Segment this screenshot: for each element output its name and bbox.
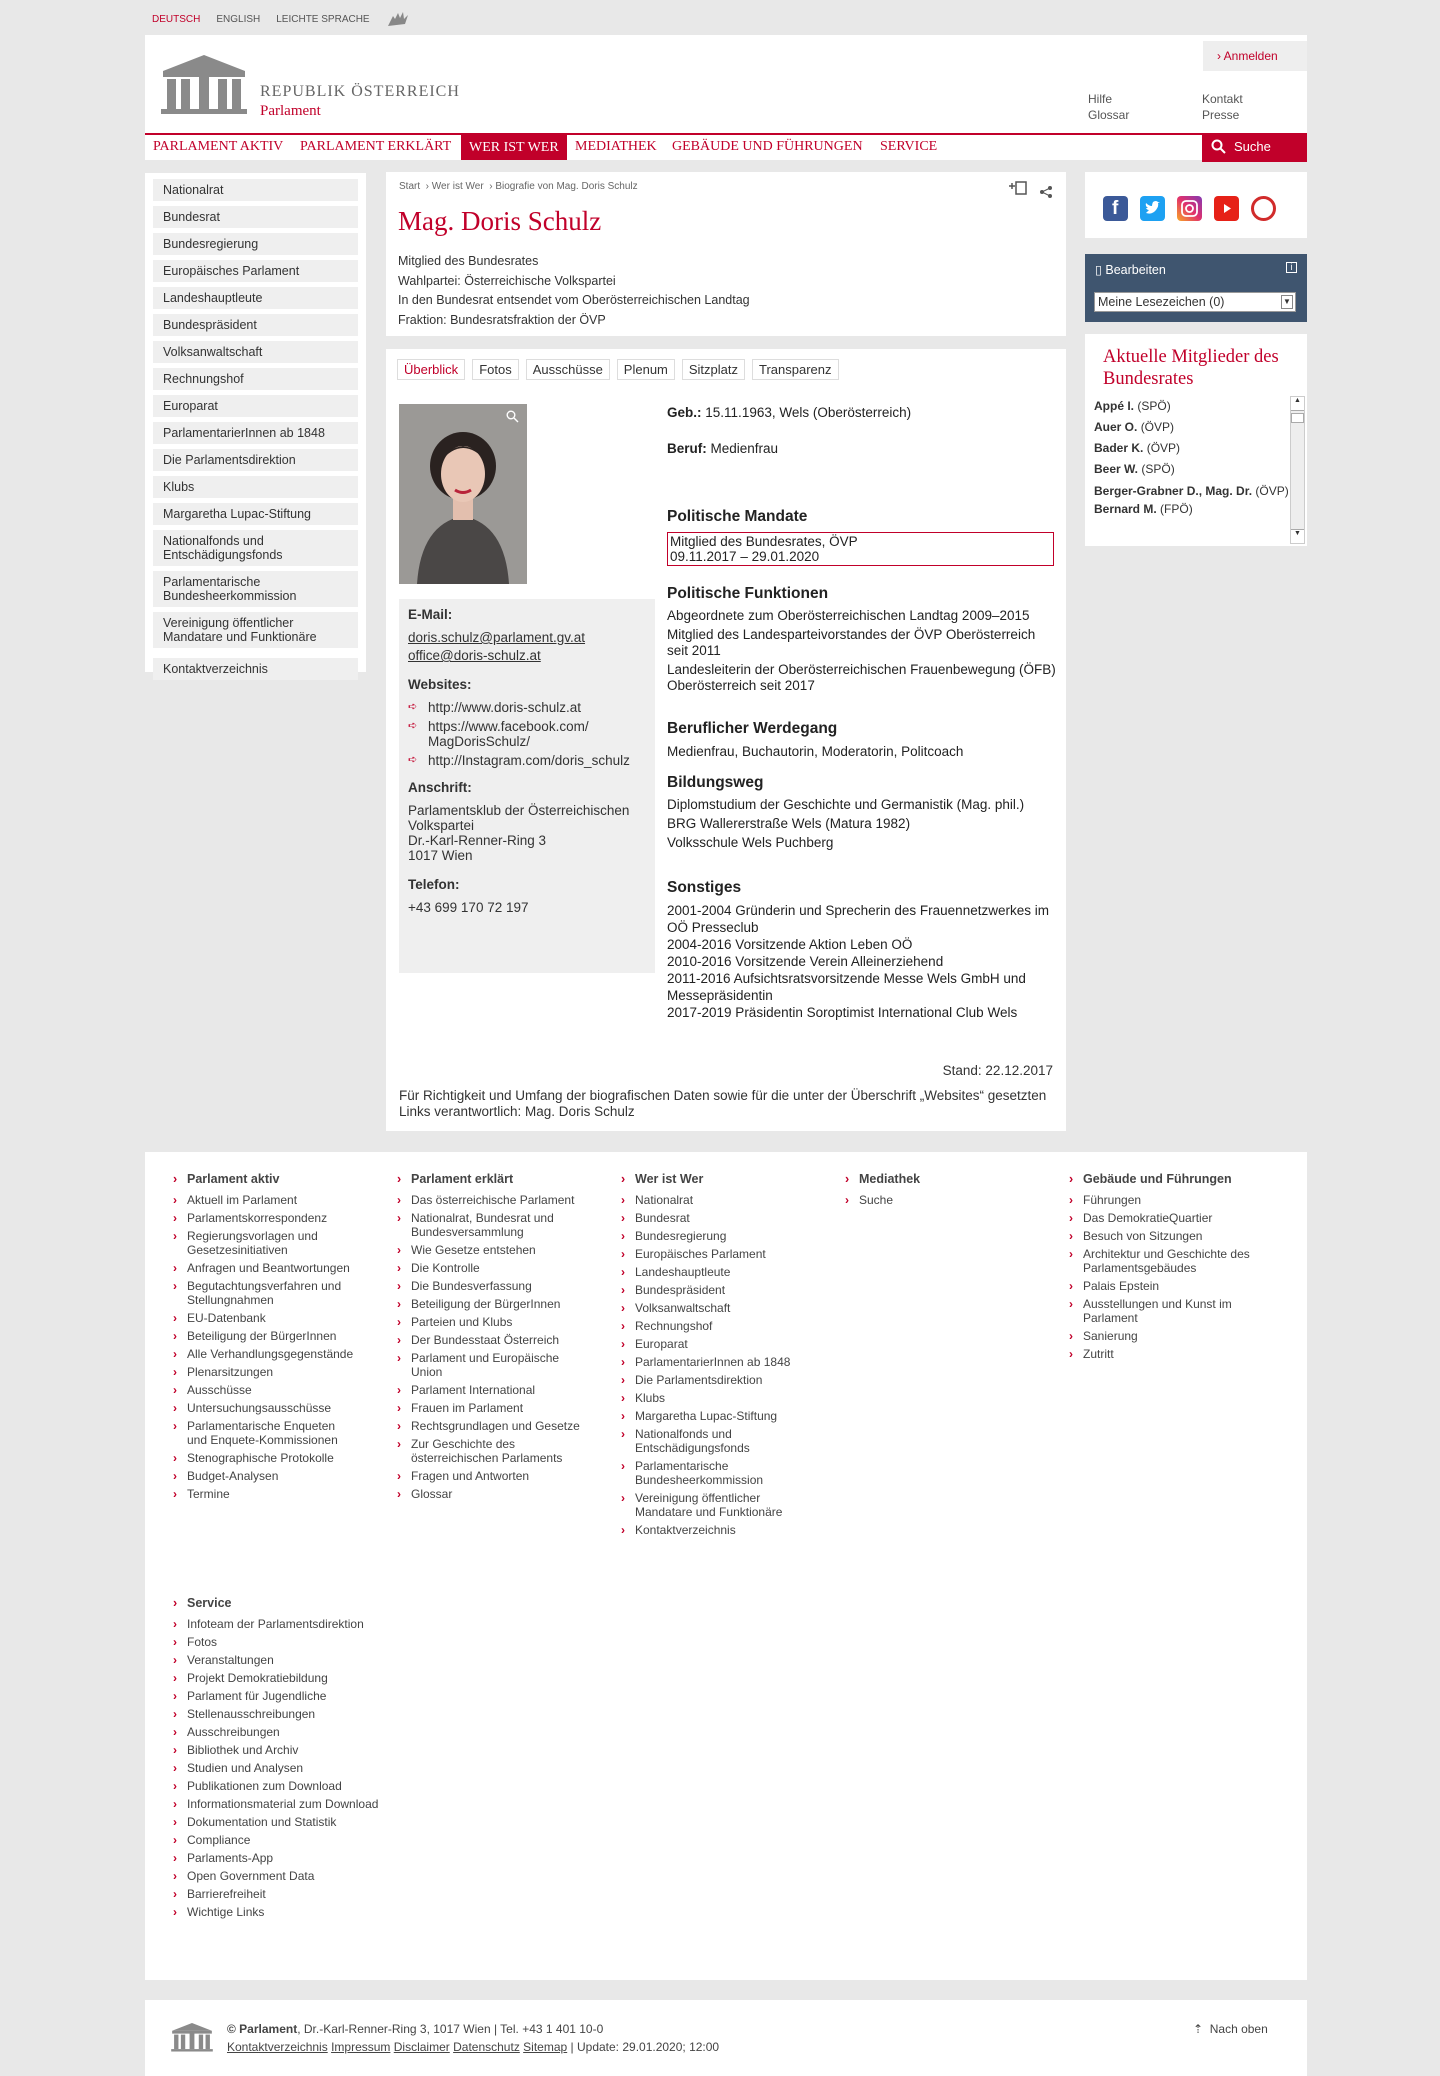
footer-heading[interactable]: › Gebäude und Führungen [1069, 1172, 1254, 1186]
member-item[interactable] [1094, 438, 1296, 459]
member-item[interactable] [1094, 417, 1296, 438]
footer-link[interactable]: › Dokumentation und Statistik [173, 1815, 393, 1829]
bio-header [386, 172, 1066, 336]
contact-box [399, 599, 655, 973]
edit-box [1085, 254, 1307, 322]
portrait-photo[interactable] [399, 404, 527, 584]
help-link[interactable]: Hilfe [1088, 92, 1113, 106]
external-link-icon: ➪ [408, 754, 418, 766]
footer-link[interactable]: › Fragen und Antworten [397, 1469, 582, 1483]
member-party: (ÖVP) [1140, 420, 1175, 434]
footer-heading[interactable]: › Parlament aktiv [173, 1172, 358, 1186]
members-title: Aktuelle Mitglieder des Bundesrates [1103, 347, 1279, 389]
edit-label: Bearbeiten [1105, 263, 1166, 277]
parliament-logo[interactable] [159, 53, 249, 115]
nav-parlament-aktiv[interactable]: PARLAMENT AKTIV [153, 139, 284, 154]
footer-link[interactable]: › Wichtige Links [173, 1905, 393, 1919]
profession-info [667, 441, 1057, 456]
parliament-logo-small [170, 2022, 214, 2052]
footer-link[interactable]: › Bundesregierung [621, 1229, 806, 1243]
footer-link[interactable]: › Beteiligung der BürgerInnen [397, 1297, 582, 1311]
tab-plenum[interactable]: Plenum [617, 359, 675, 380]
update-info: | Update: 29.01.2020; 12:00 [570, 2040, 720, 2054]
language-bar [152, 14, 370, 25]
footer-link[interactable]: › Margaretha Lupac-Stiftung [621, 1409, 806, 1423]
header [145, 35, 1307, 133]
logo-title: REPUBLIK ÖSTERREICH [260, 83, 460, 100]
education-item: Volksschule Wels Puchberg [667, 835, 834, 850]
section-heading: Beruflicher Werdegang [667, 720, 838, 737]
footer-link[interactable]: › Die Kontrolle [397, 1261, 582, 1275]
profession-value: Medienfrau [710, 441, 779, 456]
members-scrollbar[interactable] [1290, 396, 1305, 544]
mandate-box [667, 532, 1054, 566]
tab-bar [397, 359, 839, 380]
footer-link[interactable]: › Budget-Analysen [173, 1469, 358, 1483]
org-address: , Dr.-Karl-Renner-Ring 3, 1017 Wien | Tel. +43 1 401 10-0 [297, 2022, 604, 2036]
section-heading: Bildungsweg [667, 774, 764, 791]
bottom-links [227, 2040, 719, 2054]
nav-wer-ist-wer[interactable]: WER IST WER [461, 133, 567, 160]
member-party: (FPÖ) [1160, 502, 1193, 516]
footer-link[interactable]: › Ausschreibungen [173, 1725, 393, 1739]
scroll-up-icon[interactable]: ▲ [1291, 397, 1304, 411]
tab-transparenz[interactable]: Transparenz [752, 359, 839, 380]
websites-label: Websites: [408, 677, 472, 692]
footer-link[interactable]: › Palais Epstein [1069, 1279, 1254, 1293]
website-link[interactable]: http://Instagram.com/doris_schulz [428, 753, 630, 768]
phone-label: Telefon: [408, 877, 460, 892]
education-section [667, 775, 1057, 854]
login-label: Anmelden [1223, 49, 1278, 63]
footer-link[interactable]: › Ausstellungen und Kunst im Parlament [1069, 1297, 1254, 1325]
footer-link[interactable]: › Begutachtungsverfahren und Stellungnahmen [173, 1279, 358, 1307]
misc-item: 2004-2016 Vorsitzende Aktion Leben OÖ [667, 937, 913, 952]
misc-section [667, 879, 1057, 1021]
external-link-icon: ➪ [408, 720, 418, 732]
sidebar-item-rechnungshof[interactable]: Rechnungshof [153, 368, 358, 390]
nav-parlament-erklaert[interactable]: PARLAMENT ERKLÄRT [300, 139, 452, 154]
footer-link[interactable]: › Parteien und Klubs [397, 1315, 582, 1329]
footer-link[interactable]: › Kontaktverzeichnis [621, 1523, 806, 1537]
footer-link[interactable]: › Rechtsgrundlagen und Gesetze [397, 1419, 582, 1433]
sidebar-item-lupac[interactable]: Margaretha Lupac-Stiftung [153, 503, 358, 525]
social-box [1085, 172, 1307, 238]
address-label: Anschrift: [408, 780, 472, 795]
footer-link[interactable]: › Landeshauptleute [621, 1265, 806, 1279]
footer-link[interactable]: › ParlamentarierInnen ab 1848 [621, 1355, 806, 1369]
sidebar-item-bundesregierung[interactable]: Bundesregierung [153, 233, 358, 255]
nav-mediathek[interactable]: MEDIATHEK [575, 139, 657, 154]
footer-link[interactable]: › Aktuell im Parlament [173, 1193, 358, 1207]
footer-link[interactable]: › Bibliothek und Archiv [173, 1743, 393, 1757]
address-line: Dr.-Karl-Renner-Ring 3 [408, 833, 547, 848]
footer-link[interactable]: › Das DemokratieQuartier [1069, 1211, 1254, 1225]
sidebar-item-kontaktverzeichnis[interactable]: Kontaktverzeichnis [153, 658, 358, 680]
bookmarks-value: Meine Lesezeichen (0) [1098, 295, 1225, 309]
footer-link[interactable]: › Wie Gesetze entstehen [397, 1243, 582, 1257]
footer-link[interactable]: › Zur Geschichte des österreichischen Parlaments [397, 1437, 582, 1465]
mandate-line: 09.11.2017 – 29.01.2020 [670, 549, 820, 564]
member-name: Auer O. [1094, 420, 1138, 434]
footer-link[interactable]: › Parlament und Europäische Union [397, 1351, 582, 1379]
misc-item: 2011-2016 Aufsichtsratsvorsitzende Messe Wels GmbH und Messepräsidentin [667, 971, 1026, 1003]
last-updated: Stand: 22.12.2017 [942, 1063, 1053, 1078]
lang-easy[interactable]: LEICHTE SPRACHE [276, 14, 370, 25]
footer-link[interactable]: › Fotos [173, 1635, 393, 1649]
footer-link[interactable]: › Ausschüsse [173, 1383, 358, 1397]
page-title: Mag. Doris Schulz [398, 206, 602, 236]
footer-col-wer-ist-wer [621, 1172, 806, 1541]
member-party: (SPÖ) [1137, 399, 1171, 413]
footer-link[interactable]: › Europarat [621, 1337, 806, 1351]
bio-line-role: Mitglied des Bundesrates [398, 254, 539, 268]
function-item: Landesleiterin der Oberösterreichischen Frauenbewegung (ÖFB) Oberösterreich seit 2017 [667, 662, 1056, 693]
birth-info [667, 405, 1057, 420]
footer-link[interactable]: › Publikationen zum Download [173, 1779, 393, 1793]
address [408, 803, 646, 863]
footer-link[interactable]: › Die Bundesverfassung [397, 1279, 582, 1293]
footer-link[interactable]: › Bundespräsident [621, 1283, 806, 1297]
login-button[interactable] [1203, 41, 1307, 71]
sidebar-item-bundesheerkommission[interactable]: Parlamentarische Bundesheerkommission [153, 571, 358, 607]
sidebar [145, 173, 366, 676]
footer-link[interactable]: › Parlament International [397, 1383, 582, 1397]
section-heading: Politische Funktionen [667, 585, 829, 602]
email-label: E-Mail: [408, 607, 453, 622]
sidebar-item-parlamentsdirektion[interactable]: Die Parlamentsdirektion [153, 449, 358, 471]
members-list [1094, 396, 1296, 540]
footer-col-mediathek [845, 1172, 1030, 1211]
function-item: Abgeordnete zum Oberösterreichischen Landtag 2009–2015 [667, 608, 1030, 623]
footer-link[interactable]: › Besuch von Sitzungen [1069, 1229, 1254, 1243]
footer-link[interactable]: › Der Bundesstaat Österreich [397, 1333, 582, 1347]
section-heading: Politische Mandate [667, 508, 808, 525]
sidebar-item-bundesrat[interactable]: Bundesrat [153, 206, 358, 228]
function-item: Mitglied des Landesparteivorstandes der ÖVP Oberösterreich seit 2011 [667, 627, 1036, 658]
breadcrumb: Start › Wer ist Wer › Biografie von Mag. Doris Schulz [399, 181, 638, 192]
footer [145, 1152, 1307, 1980]
footer-link[interactable]: › Alle Verhandlungsgegenstände [173, 1347, 358, 1361]
portrait-image [399, 404, 527, 584]
bookmarks-select[interactable] [1094, 292, 1296, 312]
profession-label: Beruf: [667, 441, 707, 456]
footer-link[interactable]: › Glossar [397, 1487, 582, 1501]
glossary-link[interactable]: Glossar [1088, 108, 1130, 122]
address-line: 1017 Wien [408, 848, 473, 863]
share-icon[interactable] [1039, 185, 1053, 199]
back-to-top-label: Nach oben [1209, 2022, 1268, 2036]
main-nav [145, 133, 1307, 160]
misc-item: 2001-2004 Gründerin und Sprecherin des Frauennetzwerkes im OÖ Presseclub [667, 903, 1049, 935]
footer-link[interactable]: › Frauen im Parlament [397, 1401, 582, 1415]
career-item: Medienfrau, Buchautorin, Moderatorin, Politcoach [667, 744, 964, 759]
website-item[interactable] [408, 719, 646, 749]
functions-section [667, 586, 1057, 697]
footer-link[interactable]: › Volksanwaltschaft [621, 1301, 806, 1315]
footer-link[interactable]: › Open Government Data [173, 1869, 393, 1883]
footer-link[interactable]: › Vereinigung öffentlicher Mandatare und Funktionäre [621, 1491, 806, 1519]
tab-ueberblick[interactable]: Überblick [397, 359, 465, 380]
footer-link[interactable]: › Parlament für Jugendliche [173, 1689, 393, 1703]
footer-link[interactable]: › Anfragen und Beantwortungen [173, 1261, 358, 1275]
bottom-bar [145, 2000, 1307, 2076]
footer-col-service [173, 1596, 393, 1923]
misc-item: 2010-2016 Vorsitzende Verein Alleinerziehend [667, 954, 944, 969]
scroll-thumb[interactable] [1291, 413, 1304, 423]
footer-link[interactable]: › Stellenausschreibungen [173, 1707, 393, 1721]
member-item[interactable] [1094, 484, 1296, 498]
footer-link[interactable]: › Stenographische Protokolle [173, 1451, 358, 1465]
facebook-icon[interactable]: f [1103, 196, 1128, 221]
footer-col-parlament-aktiv [173, 1172, 358, 1505]
tab-fotos[interactable]: Fotos [472, 359, 519, 380]
instagram-icon[interactable] [1177, 196, 1202, 221]
chevron-right-icon: › [1217, 49, 1221, 63]
breadcrumb-start[interactable]: Start [399, 181, 421, 192]
sidebar-item-eu-parlament[interactable]: Europäisches Parlament [153, 260, 358, 282]
footer-link[interactable]: › Nationalrat, Bundesrat und Bundesversammlung [397, 1211, 582, 1239]
footer-link[interactable]: › Compliance [173, 1833, 393, 1847]
birth-label: Geb.: [667, 405, 702, 420]
footer-link-impressum[interactable]: Impressum [331, 2040, 391, 2054]
contact-link[interactable]: Kontakt [1202, 92, 1243, 106]
website-link[interactable]: http://www.doris-schulz.at [428, 700, 582, 715]
sidebar-item-nationalfonds[interactable]: Nationalfonds und Entschädigungsfonds [153, 530, 358, 566]
member-name: Berger-Grabner D., Mag. Dr. [1094, 484, 1253, 498]
footer-link[interactable]: › Führungen [1069, 1193, 1254, 1207]
footer-link[interactable]: › Parlamentarische Bundesheerkommission [621, 1459, 806, 1487]
member-item[interactable] [1094, 499, 1296, 520]
footer-link[interactable]: › Europäisches Parlament [621, 1247, 806, 1261]
footer-link[interactable]: › Barrierefreiheit [173, 1887, 393, 1901]
tab-sitzplatz[interactable]: Sitzplatz [682, 359, 745, 380]
footer-link[interactable]: › Architektur und Geschichte des Parlamentsgebäudes [1069, 1247, 1254, 1275]
search-icon [1211, 139, 1226, 154]
footer-link[interactable]: › Infoteam der Parlamentsdirektion [173, 1617, 393, 1631]
footer-link[interactable]: › Die Parlamentsdirektion [621, 1373, 806, 1387]
address-line: Parlamentsklub der Österreichischen Volkspartei [408, 803, 630, 833]
member-party: (SPÖ) [1141, 462, 1175, 476]
search-button[interactable] [1202, 133, 1307, 162]
search-label: Suche [1234, 139, 1271, 154]
sidebar-item-europarat[interactable]: Europarat [153, 395, 358, 417]
footer-link[interactable]: › Studien und Analysen [173, 1761, 393, 1775]
sidebar-item-nationalrat[interactable]: Nationalrat [153, 179, 358, 201]
sidebar-item-bundespraesident[interactable]: Bundespräsident [153, 314, 358, 336]
sidebar-item-klubs[interactable]: Klubs [153, 476, 358, 498]
members-box [1085, 334, 1307, 546]
lang-deutsch[interactable]: DEUTSCH [152, 14, 201, 25]
education-item: Diplomstudium der Geschichte und Germanistik (Mag. phil.) [667, 797, 1025, 812]
footer-link[interactable]: › Zutritt [1069, 1347, 1254, 1361]
birth-value: 15.11.1963, Wels (Oberösterreich) [705, 405, 912, 420]
career-section [667, 720, 1057, 762]
footer-link[interactable]: › Regierungsvorlagen und Gesetzesinitiativen [173, 1229, 358, 1257]
nav-gebaeude[interactable]: GEBÄUDE UND FÜHRUNGEN [672, 139, 863, 154]
breadcrumb-wer-ist-wer[interactable]: Wer ist Wer [431, 181, 484, 192]
footer-link[interactable]: › Beteiligung der BürgerInnen [173, 1329, 358, 1343]
footer-link-disclaimer[interactable]: Disclaimer [393, 2040, 450, 2054]
member-name: Bader K. [1094, 441, 1144, 455]
website-item[interactable] [408, 700, 646, 715]
footer-col-parlament-erklaert [397, 1172, 582, 1505]
misc-item: 2017-2019 Präsidentin Soroptimist International Club Wels [667, 1005, 1018, 1020]
bookmark-add-icon[interactable] [1008, 180, 1028, 196]
footer-heading[interactable]: › Parlament erklärt [397, 1172, 582, 1186]
scroll-down-icon[interactable]: ▼ [1291, 529, 1304, 543]
mandates-section [667, 508, 1057, 566]
logo-subtitle: Parlament [260, 103, 321, 119]
footer-heading[interactable]: › Mediathek [845, 1172, 1030, 1186]
sidebar-item-parlamentarier[interactable]: ParlamentarierInnen ab 1848 [153, 422, 358, 444]
member-party: (ÖVP) [1255, 484, 1289, 498]
footer-link[interactable]: › Nationalrat [621, 1193, 806, 1207]
footer-link-kontakt[interactable]: Kontaktverzeichnis [227, 2040, 328, 2054]
footer-link[interactable]: › EU-Datenbank [173, 1311, 358, 1325]
member-item[interactable] [1094, 459, 1296, 480]
nav-service[interactable]: SERVICE [880, 139, 938, 154]
bio-content [386, 349, 1066, 1131]
breadcrumb-current: Biografie von Mag. Doris Schulz [495, 181, 638, 192]
bottom-info [227, 2022, 603, 2036]
arrow-up-icon: ⇡ [1193, 2022, 1204, 2036]
section-heading: Sonstiges [667, 879, 742, 896]
footer-link[interactable]: › Klubs [621, 1391, 806, 1405]
disclaimer-text: Für Richtigkeit und Umfang der biografischen Daten sowie für die unter der Überschrift „Websites“ gesetzten Links verantwortlich: Mag. Doris Schulz [399, 1088, 1047, 1119]
footer-link[interactable]: › Suche [845, 1193, 1030, 1207]
twitter-icon[interactable] [1140, 196, 1165, 221]
podcast-icon[interactable] [1251, 196, 1276, 221]
footer-link[interactable]: › Untersuchungsausschüsse [173, 1401, 358, 1415]
footer-link[interactable]: › Parlamentskorrespondenz [173, 1211, 358, 1225]
lang-english[interactable]: ENGLISH [216, 14, 261, 25]
zoom-icon[interactable] [506, 410, 519, 423]
footer-heading[interactable]: › Service [173, 1596, 393, 1610]
bio-line-party: Wahlpartei: Österreichische Volkspartei [398, 273, 616, 288]
bio-summary [398, 252, 750, 330]
footer-link[interactable]: › Das österreichische Parlament [397, 1193, 582, 1207]
info-icon[interactable]: i [1286, 262, 1297, 273]
footer-link[interactable]: › Plenarsitzungen [173, 1365, 358, 1379]
bio-line-faction: Fraktion: Bundesratsfraktion der ÖVP [398, 312, 606, 327]
website-item[interactable] [408, 753, 646, 768]
chevron-down-icon: ▼ [1281, 295, 1293, 309]
member-item[interactable] [1094, 396, 1296, 417]
mandate-line: Mitglied des Bundesrates, ÖVP [670, 534, 858, 549]
member-name: Beer W. [1094, 462, 1139, 476]
footer-link[interactable]: › Rechnungshof [621, 1319, 806, 1333]
edit-icon: ▯ [1095, 263, 1102, 277]
phone-number: +43 699 170 72 197 [408, 900, 529, 915]
footer-link[interactable]: › Nationalfonds und Entschädigungsfonds [621, 1427, 806, 1455]
footer-link[interactable]: › Veranstaltungen [173, 1653, 393, 1667]
footer-link[interactable]: › Informationsmaterial zum Download [173, 1797, 393, 1811]
footer-link[interactable]: › Parlaments-App [173, 1851, 393, 1865]
sidebar-item-landeshauptleute[interactable]: Landeshauptleute [153, 287, 358, 309]
website-link[interactable]: https://www.facebook.com/ MagDorisSchulz/ [428, 719, 589, 749]
footer-col-gebaeude [1069, 1172, 1254, 1365]
back-to-top[interactable] [1193, 2022, 1268, 2036]
footer-link-sitemap[interactable]: Sitemap [523, 2040, 568, 2054]
org-name: © Parlament [227, 2022, 298, 2036]
member-name: Appé I. [1094, 399, 1135, 413]
youtube-icon[interactable] [1214, 196, 1239, 221]
footer-link[interactable]: › Parlamentarische Enqueten und Enquete-Kommissionen [173, 1419, 358, 1447]
press-link[interactable]: Presse [1202, 108, 1240, 122]
sign-language-icon[interactable] [385, 10, 411, 28]
education-item: BRG Wallererstraße Wels (Matura 1982) [667, 816, 911, 831]
edit-header [1095, 262, 1166, 277]
footer-heading[interactable]: › Wer ist Wer [621, 1172, 806, 1186]
sidebar-item-vereinigung[interactable]: Vereinigung öffentlicher Mandatare und Funktionäre [153, 612, 358, 648]
sidebar-item-volksanwaltschaft[interactable]: Volksanwaltschaft [153, 341, 358, 363]
email-link[interactable]: office@doris-schulz.at [408, 648, 541, 663]
external-link-icon: ➪ [408, 701, 418, 713]
bio-line-sent-by: In den Bundesrat entsendet vom Oberösterreichischen Landtag [398, 293, 750, 307]
footer-link[interactable]: › Projekt Demokratiebildung [173, 1671, 393, 1685]
tab-ausschuesse[interactable]: Ausschüsse [526, 359, 610, 380]
footer-link[interactable]: › Sanierung [1069, 1329, 1254, 1343]
footer-link[interactable]: › Bundesrat [621, 1211, 806, 1225]
member-name: Bernard M. [1094, 502, 1157, 516]
email-link[interactable]: doris.schulz@parlament.gv.at [408, 630, 586, 645]
footer-link-datenschutz[interactable]: Datenschutz [453, 2040, 520, 2054]
footer-link[interactable]: › Termine [173, 1487, 358, 1501]
member-party: (ÖVP) [1146, 441, 1181, 455]
